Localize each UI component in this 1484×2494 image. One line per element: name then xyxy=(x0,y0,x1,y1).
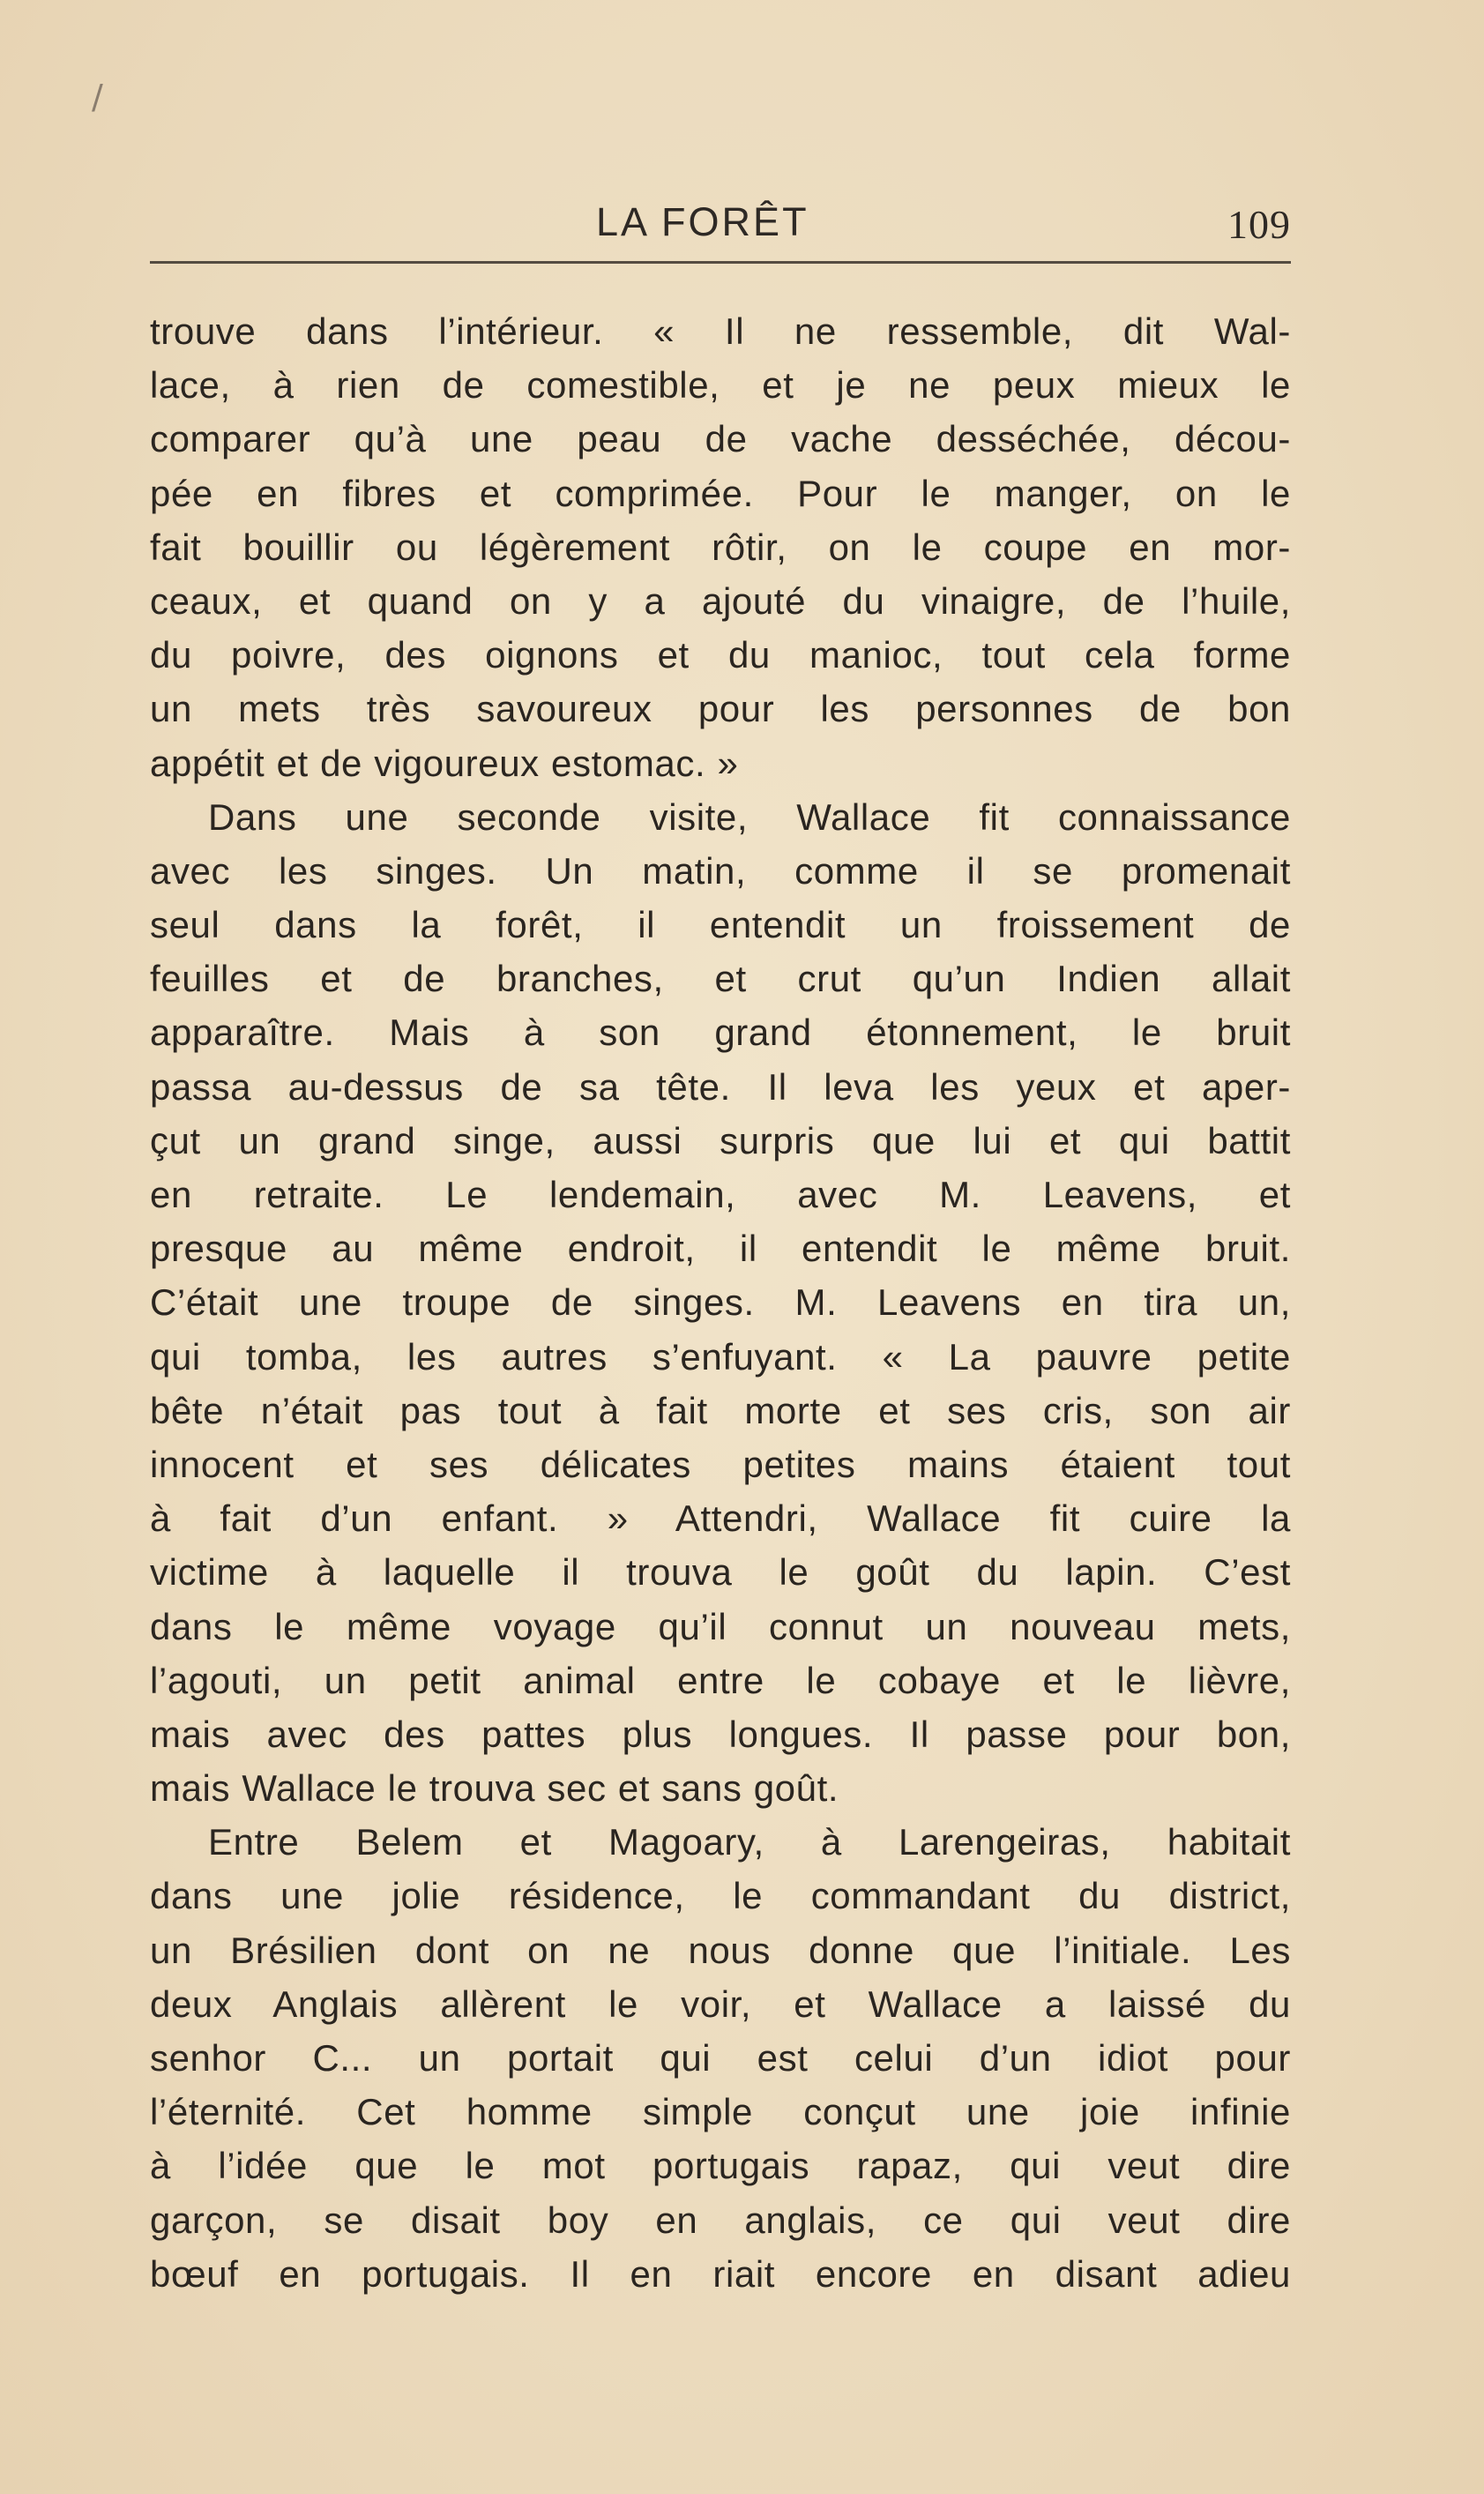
text-line: qui tomba, les autres s’enfuyant. « La pauvre petite xyxy=(150,1335,1291,1378)
text-line: deux Anglais allèrent le voir, et Wallace a laissé du xyxy=(150,1983,1291,2025)
text-line: bête n’était pas tout à fait morte et ses cris, son air xyxy=(150,1389,1291,1431)
text-line: lace, à rien de comestible, et je ne peux mieux le xyxy=(150,364,1291,407)
text-line: seul dans la forêt, il entendit un froissement de xyxy=(150,904,1291,946)
text-line: trouve dans l’intérieur. « Il ne ressemble, dit Wal- xyxy=(150,310,1291,352)
text-line: passa au-dessus de sa tête. Il leva les yeux et aper- xyxy=(150,1065,1291,1108)
text-line: comparer qu’à une peau de vache desséchée, décou- xyxy=(150,418,1291,460)
text-line: senhor C... un portait qui est celui d’un idiot pour xyxy=(150,2037,1291,2079)
paragraph-start-line: Entre Belem et Magoary, à Larengeiras, habitait xyxy=(208,1821,1291,1863)
text-line: fait bouillir ou légèrement rôtir, on le coupe en mor- xyxy=(150,526,1291,568)
text-line: bœuf en portugais. Il en riait encore en disant adieu xyxy=(150,2252,1291,2295)
text-line: mais avec des pattes plus longues. Il passe pour bon, xyxy=(150,1713,1291,1755)
running-head xyxy=(150,199,1291,252)
page-number: 109 xyxy=(1227,202,1291,247)
text-line: dans le même voyage qu’il connut un nouveau mets, xyxy=(150,1605,1291,1647)
text-line: du poivre, des oignons et du manioc, tout cela forme xyxy=(150,634,1291,676)
body-text xyxy=(150,304,1291,2301)
text-line: feuilles et de branches, et crut qu’un Indien allait xyxy=(150,958,1291,1000)
header-rule xyxy=(150,261,1291,264)
text-line: presque au même endroit, il entendit le même bruit. xyxy=(150,1228,1291,1270)
text-line: dans une jolie résidence, le commandant du district, xyxy=(150,1875,1291,1917)
text-line: victime à laquelle il trouva le goût du lapin. C’est xyxy=(150,1551,1291,1594)
text-line: C’était une troupe de singes. M. Leavens en tira un, xyxy=(150,1281,1291,1324)
text-line: appétit et de vigoureux estomac. » xyxy=(150,742,739,784)
text-line: garçon, se disait boy en anglais, ce qui veut dire xyxy=(150,2199,1291,2241)
text-line: l’éternité. Cet homme simple conçut une joie infinie xyxy=(150,2091,1291,2133)
text-line: en retraite. Le lendemain, avec M. Leavens, et xyxy=(150,1174,1291,1215)
text-line: çut un grand singe, aussi surpris que lui et qui battit xyxy=(150,1119,1291,1161)
text-line: ceaux, et quand on y a ajouté du vinaigre, de l’huile, xyxy=(150,579,1291,622)
text-line: à l’idée que le mot portugais rapaz, qui veut dire xyxy=(150,2145,1291,2187)
text-line: mais Wallace le trouva sec et sans goût. xyxy=(150,1767,839,1810)
text-line: innocent et ses délicates petites mains étaient tout xyxy=(150,1443,1291,1485)
text-line: un mets très savoureux pour les personnes de bon xyxy=(150,688,1291,730)
text-line: l’agouti, un petit animal entre le cobaye et le lièvre, xyxy=(150,1659,1291,1701)
text-line: avec les singes. Un matin, comme il se promenait xyxy=(150,849,1291,892)
text-line: un Brésilien dont on ne nous donne que l’initiale. Les xyxy=(150,1929,1291,1971)
margin-pencil-mark: / xyxy=(92,78,103,116)
text-line: apparaître. Mais à son grand étonnement, le bruit xyxy=(150,1012,1291,1054)
running-title: LA FORÊT xyxy=(596,199,809,244)
text-line: pée en fibres et comprimée. Pour le manger, on le xyxy=(150,472,1291,514)
paragraph-start-line: Dans une seconde visite, Wallace fit connaissance xyxy=(208,795,1291,838)
text-line: à fait d’un enfant. » Attendri, Wallace fit cuire la xyxy=(150,1497,1291,1540)
